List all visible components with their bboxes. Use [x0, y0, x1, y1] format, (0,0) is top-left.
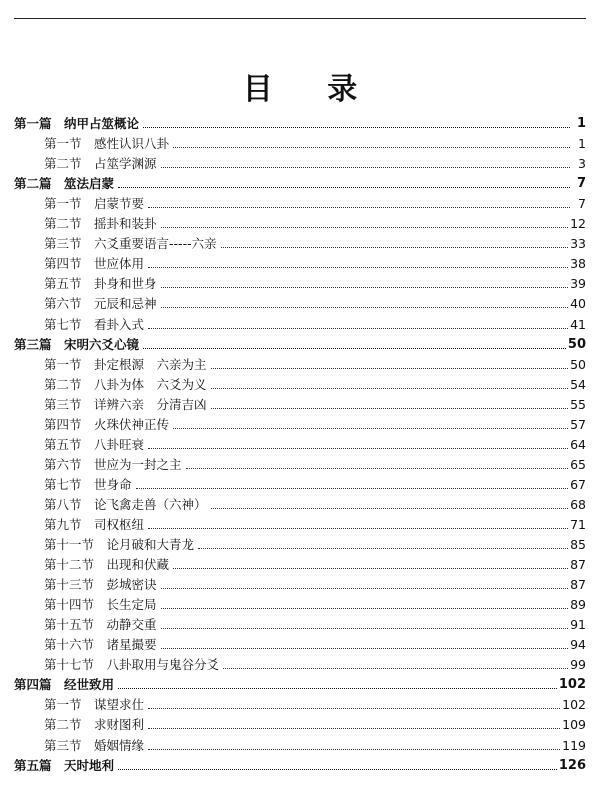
- toc-entry-label: 第八节: [44, 496, 82, 512]
- dot-leader: [173, 147, 570, 148]
- toc-entry-label: 第二节: [44, 376, 82, 392]
- toc-chapter-row[interactable]: [14, 211, 586, 231]
- toc-entry-title: 司权枢纽: [94, 516, 145, 532]
- toc-entry-text: [14, 578, 157, 592]
- toc-entry-label: 第三节: [44, 396, 82, 412]
- toc-entry-label: 第六节: [44, 296, 82, 312]
- toc-page-number: 68: [570, 496, 586, 512]
- toc-page-number: 40: [570, 296, 586, 312]
- toc-page-number: 38: [570, 256, 586, 272]
- toc-page-number: 7: [576, 176, 586, 192]
- toc-entry-title: 纳甲占筮概论: [64, 116, 140, 132]
- dot-leader: [148, 328, 568, 329]
- dot-leader: [136, 488, 569, 489]
- toc-chapter-row[interactable]: [14, 712, 586, 732]
- toc-page-number: 50: [570, 356, 586, 372]
- toc-entry-title: 彭城密诀: [106, 577, 157, 593]
- toc-entry-title: 婚姻情缘: [94, 737, 145, 753]
- toc-page-number: 50: [567, 336, 586, 352]
- toc-entry-text: [14, 458, 182, 472]
- toc-page-number: 12: [570, 216, 586, 232]
- dot-leader: [211, 388, 569, 389]
- toc-entry-label: 第六节: [44, 456, 82, 472]
- toc-entry-text: [14, 518, 144, 532]
- toc-entry-title: 元辰和忌神: [94, 296, 157, 312]
- dot-leader: [148, 708, 560, 709]
- toc-entry-text: [14, 718, 144, 732]
- dot-leader: [148, 749, 560, 750]
- toc-chapter-row[interactable]: [14, 432, 586, 452]
- toc-page-number: 94: [570, 637, 586, 653]
- dot-leader: [161, 287, 569, 288]
- toc-entry-text: [14, 338, 139, 352]
- toc-chapter-row[interactable]: [14, 732, 586, 752]
- toc-entry-label: 第二节: [44, 717, 82, 733]
- toc-entry-title: 求财图利: [94, 717, 145, 733]
- toc-page-number: 102: [562, 697, 586, 713]
- toc-chapter-row[interactable]: [14, 251, 586, 271]
- toc-page-number: 64: [570, 436, 586, 452]
- toc-entry-title: 详辨六亲 分清吉凶: [94, 396, 207, 412]
- toc-entry-title: 论月破和大青龙: [106, 537, 195, 553]
- toc-chapter-row[interactable]: [14, 151, 586, 171]
- toc-page-number: 1: [578, 136, 586, 152]
- dot-leader: [161, 628, 569, 629]
- toc-page-number: 41: [570, 316, 586, 332]
- toc-entry-title: 世应为一封之主: [94, 456, 182, 472]
- toc-entry-title: 筮法启蒙: [64, 176, 115, 192]
- toc-chapter-row[interactable]: [14, 652, 586, 672]
- toc-part-row[interactable]: [14, 753, 586, 773]
- toc-chapter-row[interactable]: [14, 452, 586, 472]
- toc-entry-label: 第二节: [44, 156, 82, 172]
- dot-leader: [211, 368, 569, 369]
- toc-page-number: 87: [570, 557, 586, 573]
- dot-leader: [173, 428, 568, 429]
- toc-page-number: 99: [570, 657, 586, 673]
- toc-entry-label: 第十五节: [44, 617, 95, 633]
- toc-entry-title: 感性认识八卦: [94, 136, 170, 152]
- dot-leader: [221, 247, 569, 248]
- toc-entry-text: [14, 618, 157, 632]
- dot-leader: [161, 167, 570, 168]
- toc-entry-label: 第三篇: [14, 336, 52, 352]
- toc-chapter-row[interactable]: [14, 472, 586, 492]
- toc-entry-text: [14, 297, 157, 311]
- toc-entry-label: 第一篇: [14, 116, 52, 132]
- toc-entry-text: [14, 217, 157, 231]
- toc-entry-title: 宋明六爻心镜: [64, 336, 140, 352]
- toc-entry-label: 第十七节: [44, 657, 95, 673]
- toc-part-row[interactable]: [14, 672, 586, 692]
- toc-page-number: 87: [570, 577, 586, 593]
- toc-chapter-row[interactable]: [14, 231, 586, 251]
- dot-leader: [223, 668, 568, 669]
- toc-entry-title: 八卦取用与鬼谷分爻: [106, 657, 220, 673]
- toc-page-number: 7: [578, 196, 586, 212]
- dot-leader: [148, 528, 568, 529]
- toc-page-number: 55: [570, 396, 586, 412]
- toc-entry-text: [14, 598, 157, 612]
- toc-entry-text: [14, 237, 217, 251]
- toc-page-number: 33: [570, 236, 586, 252]
- toc-entry-text: [14, 698, 144, 712]
- toc-entry-title: 出现和伏藏: [106, 557, 170, 573]
- toc-entry-title: 论飞禽走兽（六神）: [94, 496, 207, 512]
- toc-chapter-row[interactable]: [14, 191, 586, 211]
- toc-page-number: 85: [570, 537, 586, 553]
- toc-entry-label: 第一节: [44, 697, 82, 713]
- toc-entry-label: 第五节: [44, 276, 82, 292]
- dot-leader: [161, 227, 569, 228]
- toc-entry-title: 卦身和世身: [94, 276, 157, 292]
- toc-entry-label: 第一节: [44, 356, 82, 372]
- toc-page-number: 91: [570, 617, 586, 633]
- toc-entry-title: 动静交重: [106, 617, 157, 633]
- toc-entry-title: 经世致用: [64, 677, 115, 693]
- toc-chapter-row[interactable]: [14, 632, 586, 652]
- toc-entry-text: [14, 177, 114, 191]
- toc-chapter-row[interactable]: [14, 552, 586, 572]
- dot-leader: [143, 348, 566, 349]
- toc-chapter-row[interactable]: [14, 352, 586, 372]
- toc-entry-label: 第十一节: [44, 537, 95, 553]
- toc-entry-label: 第七节: [44, 316, 82, 332]
- toc-chapter-row[interactable]: [14, 412, 586, 432]
- toc-entry-text: [14, 418, 169, 432]
- toc-chapter-row[interactable]: [14, 512, 586, 532]
- toc-entry-title: 看卦入式: [94, 316, 145, 332]
- toc-entry-label: 第五节: [44, 436, 82, 452]
- toc-chapter-row[interactable]: [14, 372, 586, 392]
- dot-leader: [148, 448, 568, 449]
- dot-leader: [148, 207, 570, 208]
- toc-entry-label: 第十三节: [44, 577, 95, 593]
- toc-entry-title: 卦定根源 六亲为主: [94, 356, 207, 372]
- toc-entry-text: [14, 398, 207, 412]
- toc-entry-text: [14, 558, 169, 572]
- dot-leader: [148, 267, 568, 268]
- toc-entry-text: [14, 378, 207, 392]
- toc-page-number: 126: [558, 757, 586, 773]
- toc-page-number: 102: [558, 677, 586, 693]
- toc-entry-title: 世身命: [94, 476, 132, 492]
- toc-entry-title: 谋望求仕: [94, 697, 145, 713]
- toc-page-number: 65: [570, 456, 586, 472]
- toc-entry-text: [14, 658, 219, 672]
- toc-entry-label: 第十二节: [44, 557, 95, 573]
- dot-leader: [211, 408, 569, 409]
- toc-entry-title: 长生定局: [106, 597, 157, 613]
- toc-entry-text: [14, 478, 132, 492]
- toc-entry-label: 第四节: [44, 416, 82, 432]
- toc-chapter-row[interactable]: [14, 392, 586, 412]
- toc-entry-label: 第十四节: [44, 597, 95, 613]
- toc-page-number: 119: [562, 737, 586, 753]
- toc-entry-label: 第三节: [44, 236, 82, 252]
- toc-chapter-row[interactable]: [14, 311, 586, 331]
- dot-leader: [186, 468, 569, 469]
- toc-part-row[interactable]: [14, 332, 586, 352]
- toc-entry-text: [14, 277, 157, 291]
- dot-leader: [198, 548, 568, 549]
- dot-leader: [161, 588, 569, 589]
- toc-chapter-row[interactable]: [14, 532, 586, 552]
- toc-entry-title: 八卦为体 六爻为义: [94, 376, 207, 392]
- toc-entry-text: [14, 318, 144, 332]
- toc-chapter-row[interactable]: [14, 271, 586, 291]
- toc-entry-label: 第五篇: [14, 757, 52, 773]
- dot-leader: [118, 688, 557, 689]
- toc-entry-label: 第二篇: [14, 176, 52, 192]
- toc-page-number: 57: [570, 416, 586, 432]
- toc-chapter-row[interactable]: [14, 692, 586, 712]
- toc-chapter-row[interactable]: [14, 492, 586, 512]
- toc-page-number: 89: [570, 597, 586, 613]
- toc-page-number: 39: [570, 276, 586, 292]
- dot-leader: [118, 187, 570, 188]
- toc-chapter-row[interactable]: [14, 131, 586, 151]
- toc-entry-label: 第四节: [44, 256, 82, 272]
- toc-entry-text: [14, 438, 144, 452]
- toc-part-row[interactable]: [14, 111, 586, 131]
- toc-entry-text: [14, 197, 144, 211]
- toc-entry-label: 第一节: [44, 136, 82, 152]
- toc-entry-text: [14, 739, 144, 753]
- toc-entry-text: [14, 257, 144, 271]
- toc-entry-title: 八卦旺衰: [94, 436, 145, 452]
- toc-entry-title: 摇卦和装卦: [94, 216, 157, 232]
- toc-chapter-row[interactable]: [14, 612, 586, 632]
- dot-leader: [161, 648, 569, 649]
- toc-entry-text: [14, 538, 194, 552]
- dot-leader: [118, 769, 557, 770]
- toc-entry-label: 第十六节: [44, 637, 95, 653]
- dot-leader: [148, 728, 560, 729]
- toc-page-number: 1: [576, 116, 586, 132]
- toc-entry-text: [14, 117, 139, 131]
- toc-entry-text: [14, 678, 114, 692]
- dot-leader: [211, 508, 569, 509]
- toc-chapter-row[interactable]: [14, 592, 586, 612]
- toc-entry-label: 第二节: [44, 216, 82, 232]
- toc-part-row[interactable]: [14, 171, 586, 191]
- toc-page-number: 109: [562, 717, 586, 733]
- toc-chapter-row[interactable]: [14, 291, 586, 311]
- toc-entry-text: [14, 137, 169, 151]
- toc-entry-text: [14, 638, 157, 652]
- top-rule: [14, 18, 586, 19]
- dot-leader: [173, 568, 568, 569]
- toc-page-number: 3: [578, 156, 586, 172]
- toc-entry-title: 六爻重要语言-----六亲: [94, 236, 217, 252]
- toc-entry-label: 第七节: [44, 476, 82, 492]
- toc-entry-title: 诸星撮要: [106, 637, 157, 653]
- toc-entry-label: 第四篇: [14, 677, 52, 693]
- toc-entry-text: [14, 358, 207, 372]
- toc-entry-title: 启蒙节要: [94, 196, 145, 212]
- toc-entry-label: 第三节: [44, 737, 82, 753]
- toc-entry-title: 火珠伏神正传: [94, 416, 170, 432]
- toc-entry-label: 第九节: [44, 516, 82, 532]
- page-title: 目 录: [242, 72, 380, 107]
- toc-entry-text: [14, 157, 157, 171]
- toc-page-number: 67: [570, 476, 586, 492]
- toc-page-number: 54: [570, 376, 586, 392]
- toc-entry-title: 世应体用: [94, 256, 145, 272]
- dot-leader: [161, 307, 569, 308]
- toc-entry-title: 占筮学渊源: [94, 156, 157, 172]
- dot-leader: [161, 608, 569, 609]
- toc-entry-text: [14, 498, 207, 512]
- toc-entry-title: 天时地利: [64, 757, 115, 773]
- toc-page-number: 71: [570, 516, 586, 532]
- toc-entry-text: [14, 759, 114, 773]
- dot-leader: [143, 127, 570, 128]
- toc-entry-label: 第一节: [44, 196, 82, 212]
- toc-chapter-row[interactable]: [14, 572, 586, 592]
- table-of-contents: [14, 111, 586, 773]
